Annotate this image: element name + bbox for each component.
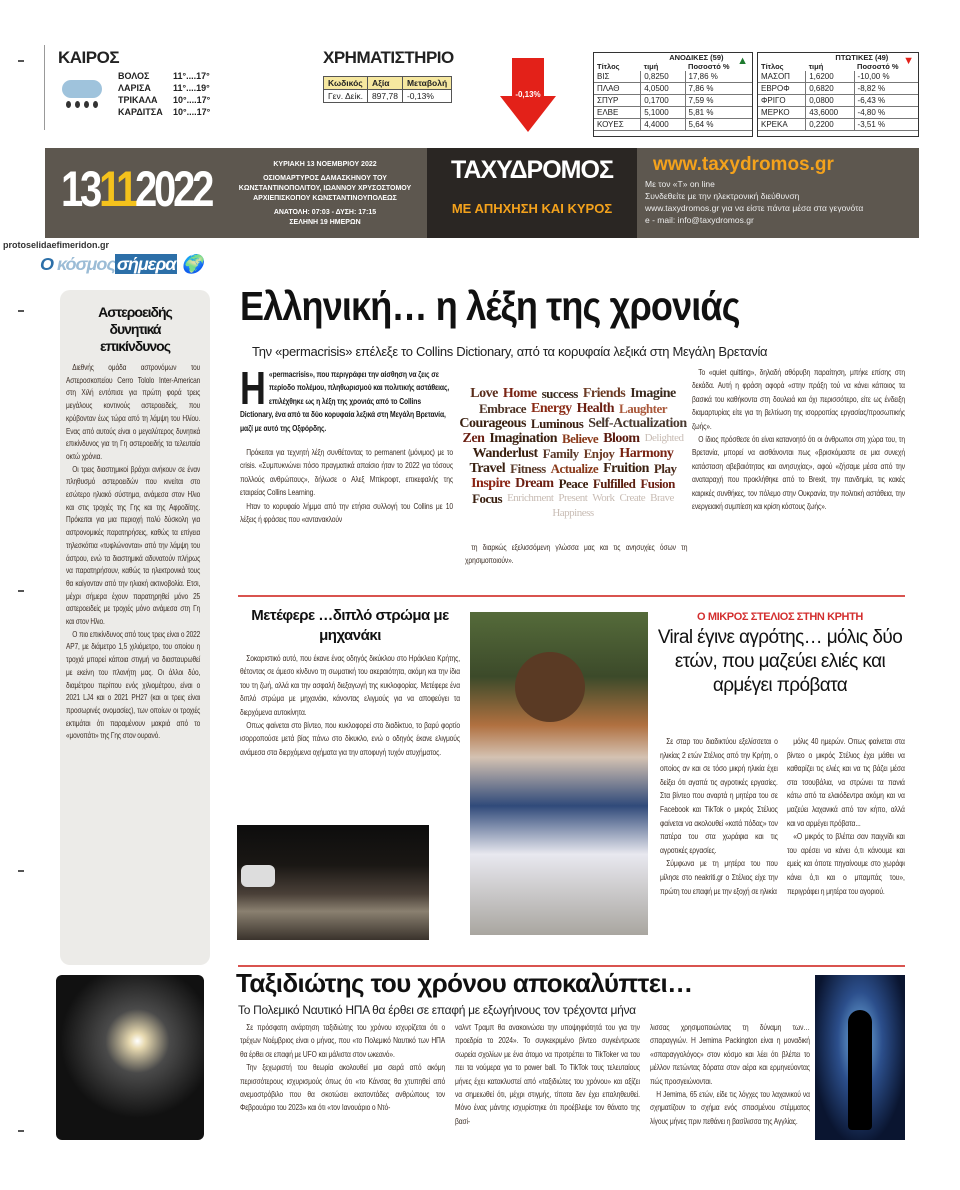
margin-mark: [18, 1130, 24, 1132]
losers-rows-1-2-text: -8,82 %: [854, 83, 918, 95]
gainers-headers-1-text: τιμή: [643, 62, 659, 71]
divider: [44, 45, 45, 130]
cloud-words-27-text: Dream: [515, 475, 554, 491]
saints-of-day: ΟΣΙΟΜΑΡΤΥΡΟΣ ΔΑΜΑΣΚΗΝΟΥ ΤΟΥ ΚΩΝΣΤΑΝΤΙΝΟΠΟΛΙΤΟΥ, ΙΩΑΝΝΟΥ ΧΡΥΣΟΣΤΟΜΟΥ ΑΡΧΙΕΠΙΣΚΟΠΟΥ ΚΩΝΣΤΑΝΤΙΝΟΥΠΟΛΕΩΣ: [238, 175, 412, 202]
losers-rows-2-0-text: ΦΡΙΓΟ: [758, 95, 806, 107]
weather-row: [118, 106, 258, 118]
layout-block: [758, 83, 918, 95]
margin-mark: [18, 870, 24, 872]
globe-icon: 🌍: [181, 254, 203, 274]
losers-rows-4-1-text: 0,2200: [806, 119, 854, 131]
cloud-words-33-text: Present: [558, 491, 588, 504]
cloud-words-32-text: Enrichment: [507, 491, 554, 504]
losers-rows-0-2-text: -10,00 %: [854, 71, 918, 83]
losers-rows-2-1-text: 0,0800: [806, 95, 854, 107]
cloud-words-36-text: Brave: [650, 491, 674, 504]
cloud-words-11-text: Self-Actualization: [588, 415, 687, 431]
weather-row: [118, 94, 258, 106]
rain-cloud-icon: [62, 80, 104, 110]
stelios-headline: Viral έγινε αγρότης… μόλις δύο ετών, που μαζεύει ελιές και αρμέγει πρόβατα: [657, 627, 903, 696]
cloud-words-23-text: Actualize: [550, 460, 599, 476]
layout-block: [594, 53, 752, 131]
layout-block: [324, 77, 452, 90]
margin-mark: [18, 60, 24, 62]
weather-cities-1-name-text: ΛΑΡΙΣΑ: [118, 83, 151, 93]
gainers-rows-3-0-text: ΕΛΒΕ: [594, 107, 641, 119]
mattress-paras-1-text: Οπως φαίνεται στο βίντεο, που κυκλοφορεί στο διαδίκτυο, το βαρύ φορτίο ισορροπούσε μετά βίας πάνω στο δίκυκλο, ενώ ο οδηγός έκανε ελιγμούς ανάμεσα στα διερχόμενα οχήματα για την αποφυγή τυχόν ατυχήματος.: [240, 720, 460, 757]
cloud-words-4-text: Imagine: [630, 385, 676, 401]
gainers-title-text: ΑΝΟΔΙΚΕΣ (59): [669, 53, 724, 62]
stelios-col2-1-text: «Ο μικρός το βλέπει σαν παιχνίδι και του αρέσει να κάνει ό,τι κάνουμε και εμείς και όποτε πηγαίνουμε στο χωράφι κάνει ό,τι και ο μπαμπάς του», περιγράφει η μητέρα του αγοριού.: [787, 831, 905, 896]
main-headline: Ελληνική… η λέξη της χρονιάς: [240, 283, 740, 329]
losers-rows-1-1-text: 0,6820: [806, 83, 854, 95]
gainers-rows-0-0-text: ΒΙΣ: [594, 71, 641, 83]
banner-l3-text: www.taxydromos.gr για να είστε πάντα μέσα στα γεγονότα: [645, 203, 864, 213]
index-table: [323, 76, 452, 103]
slogan: ΜΕ ΑΠΗΧΗΣΗ ΚΑΙ ΚΥΡΟΣ: [451, 201, 613, 216]
layout-block: [650, 1021, 810, 1128]
losers-rows-3-2-text: -4,80 %: [854, 107, 918, 119]
losers-rows-1-0-text: ΕΒΡΟΦ: [758, 83, 806, 95]
banner-date-day-text: 13: [61, 161, 100, 217]
layout-block: [594, 71, 752, 83]
gainers-rows-1-2-text: 7,86 %: [685, 83, 752, 95]
weather-cities-2-name-text: ΤΡΙΚΑΛΑ: [118, 95, 158, 105]
cloud-words-0-text: Love: [470, 385, 498, 401]
losers-table: [757, 52, 919, 137]
sidebar-headline: Αστεροειδής δυνητικά επικίνδυνος: [98, 304, 172, 354]
layout-block: [93, 101, 98, 108]
up-arrow-icon: ▲: [737, 55, 748, 67]
newspaper-logo: ΤΑΧΥΔΡΟΜΟΣ: [451, 156, 613, 184]
layout-block: [758, 71, 918, 83]
banner-online-text: Με τον «Τ» on line: [645, 179, 715, 189]
gainers-rows-2-1-text: 0,1700: [641, 95, 685, 107]
cloud-words-21-text: Travel: [469, 460, 506, 476]
losers-title-text: ΠΤΩΤΙΚΕΣ (49): [835, 53, 889, 62]
layout-block: [758, 119, 918, 131]
losers-headers-1-text: τιμή: [808, 62, 824, 71]
section-simera-text: σήμερα: [116, 254, 176, 274]
main-col3-0-text: Το «quiet quitting», δηλαδή αθόρυβη παραίτηση, μπήκε επίσης στη δεκάδα. Αυτή η φράση αφορά «στην πράξη τού να κάνει κάποιος τα βασικά του καθήκοντα στη δουλειά και όχι περισσότερο, είτε ως ένδειξη διαμαρτυρίας είτε για τη βελτίωση της ισορροπίας εργασίας/προσωπικής ζωής».: [692, 367, 905, 431]
email-link[interactable]: e - mail: info@taxydromos.gr: [645, 215, 754, 225]
cloud-words-20-text: Harmony: [619, 445, 674, 461]
main-lead-text: «permacrisis», που περιγράφει την αίσθηση να ζεις σε περίοδο πολέμου, πληθωρισμού και πολιτικής αστάθειας, επιλέχθηκε ως η λέξη της χρονιάς από το Collins Dictionary, ένα από τα δύο κορυφαία λεξικά στη Μεγάλη Βρετανία, μαζί με αυτό της Οξφόρδης.: [240, 369, 450, 433]
cloud-words-37-text: Happiness: [552, 506, 594, 519]
section-kosmos-text: κόσμος: [57, 254, 115, 274]
weather-cities-0-temp-text: 11°....17°: [173, 71, 210, 81]
layout-block: [324, 77, 452, 103]
losers-rows-4-0-text: ΚΡΕΚΑ: [758, 119, 806, 131]
cloud-words-17-text: Wanderlust: [472, 445, 538, 461]
side-paras-2-text: Ο πιο επικίνδυνος από τους τρεις είναι ο 2022 AP7, με διάμετρο 1,5 χιλιόμετρο, του οποίου η τροχιά μπορεί κάποια στιγμή να διασταυρωθεί με εκείνη του πλανήτη μας. Οι άλλοι δύο, διαμέτρου περίπου ενός χιλιομέτρου, είναι ο 2021 LJ4 και ο 2021 PH27 (και οι τρεις είναι προσωρινές ονομασίες), των οποίων οι τροχιές εκτιμάται ότι παραμένουν μακριά από το «μονοπάτι» της Γης στον ουρανό.: [66, 628, 201, 741]
cloud-words-3-text: Friends: [582, 385, 626, 401]
gainers-rows-1-0-text: ΠΛΑΘ: [594, 83, 641, 95]
section-logo: [40, 253, 203, 275]
losers-rows-0-0-text: ΜΑΣΟΠ: [758, 71, 806, 83]
cloud-words-30-text: Fusion: [640, 475, 675, 491]
stock-headers-2-text: Μεταβολή: [402, 77, 451, 90]
gainers-rows-2-2-text: 7,59 %: [685, 95, 752, 107]
cloud-words-29-text: Fulfilled: [592, 475, 636, 491]
layout-block: [455, 1021, 640, 1128]
layout-block: [758, 62, 918, 71]
layout-block: [240, 652, 460, 759]
losers-rows-3-0-text: ΜΕΡΚΟ: [758, 107, 806, 119]
cloud-words-26-text: Inspire: [471, 475, 511, 491]
gainers-rows-3-1-text: 5,1000: [641, 107, 685, 119]
layout-block: [645, 152, 863, 226]
layout-block: [225, 160, 425, 228]
layout-block: [62, 101, 104, 108]
layout-block: [655, 610, 905, 698]
weather-cities-3-name-text: ΚΑΡΔΙΤΣΑ: [118, 107, 163, 117]
gainers-headers-2-text: Ποσοστό %: [688, 62, 730, 71]
side-paras-1-text: Οι τρεις διαστημικοί βράχοι ανήκουν σε έναν πληθυσμό αστεροειδών που κινείται στο εσώτερο ηλιακό σύστημα, ανάμεσα στον Ηλιο και στις τροχιές της Γης και της Αφροδίτης. Πρόκειται για μια περιοχή πολύ δύσκολη για αστρονομικές παρατηρήσεις, καθώς τα επίγεια τηλεσκόπια «τυφλώνονται» από την λάμψη του άστρου, ενώ τα διαστημικά αδυνατούν πλήρως να παρατηρήσουν, καθώς τα ηλεκτρονικά τους θα καίγονταν από την ηλιακή ακτινοβολία. Ετσι, μέχρι σήμερα έχουν παρατηρηθεί μόνο 25 αστεροειδείς με τροχιές μόνο ανάμεσα στη Γη και στον Ηλιο.: [66, 463, 201, 627]
stock-headers-1-text: Αξία: [367, 77, 402, 90]
stock-widget: [323, 48, 454, 103]
layout-block: [427, 148, 637, 238]
layout-block: [594, 53, 641, 62]
weather-title: ΚΑΙΡΟΣ: [58, 48, 120, 67]
layout-block: [240, 362, 453, 435]
main-col3-1-text: Ο ίδιος πρόσθεσε ότι είναι κατανοητό ότι οι άνθρωποι στη χώρα του, τη Βρετανία, μπορεί να αισθάνονται πως «βρισκόμαστε σε μια συνεχή κατάσταση αβεβαιότητας και ανησυχίας», αφού «ζήσαμε μέσα από την αναταραχή που προκλήθηκε από το Brexit, την πανδημία, τις κακές καιρικές συνθήκες, τον πόλεμο στην Ουκρανία, την πολιτική αστάθεια, την ενεργειακή συμπίεση και κρίση κόστους ζωής».: [692, 434, 905, 512]
gainers-rows-3-2-text: 5,81 %: [685, 107, 752, 119]
margin-mark: [18, 590, 24, 592]
down-arrow-icon: [500, 58, 556, 133]
weather-cities-0-name-text: ΒΟΛΟΣ: [118, 71, 150, 81]
stock-arrow-label-text: -0,13%: [515, 90, 541, 99]
stelios-kicker: Ο ΜΙΚΡΟΣ ΣΤΕΛΙΟΣ ΣΤΗΝ ΚΡΗΤΗ: [697, 611, 863, 623]
layout-block: [241, 865, 275, 887]
asteroid-photo: [56, 975, 204, 1140]
section-o-text: Ο: [40, 254, 54, 274]
traveler-col1-0-text: Σε πρόσφατη ανάρτηση ταξιδιώτης του χρόνου ισχυρίζεται ότι ο τρέχων Νοέμβριος είναι ο μήνας, που «το Πολεμικό Ναυτικό των ΗΠΑ θα έρθει σε επαφή με UFO και μάλιστα στον ωκεανό».: [240, 1022, 446, 1059]
cloud-words-16-text: Delighted: [644, 431, 684, 444]
layout-block: [500, 96, 556, 132]
cloud-words-31-text: Focus: [472, 490, 503, 506]
layout-block: [324, 90, 452, 103]
layout-block: [62, 80, 102, 98]
traveler-col2-0-text: ναλντ Τραμπ θα ανακοινώσει την υποψηφιότητά του για την προεδρία το 2024». Το συγκεκριμένο βίντεο συγκέντρωσε σωρεία σχολίων με ένα άτομο να προτρέπει το TikToker να του πει τα νούμερα για το power ball. Το TikTok τους τελευταίους μήνες έχει κατακλυστεί από «ταξιδιώτες του χρόνου» και αξίζει να σημειωθεί ότι, μέχρι στιγμής, τίποτα δεν έχει επαληθευθεί. Μόνο ένας μάντης ισχυρίστηκε ότι προέβλεψε τον θάνατο της βασί-: [455, 1022, 640, 1126]
layout-block: [758, 53, 918, 131]
drop-cap: Η: [240, 362, 266, 414]
stock-row-1-text: 897,78: [367, 90, 402, 103]
main-col2-text: τη διαρκώς εξελισσόμενη γλώσσα μας και τις ανησυχίες όσων τη χρησιμοποιούν».: [465, 542, 688, 566]
main-col1-1-text: Ηταν το κορυφαίο λήμμα από την ετήσια συλλογή του Collins με 10 λέξεις ή φράσεις που «αντανακλούν: [240, 500, 453, 525]
gainers-rows-0-1-text: 0,8250: [641, 71, 685, 83]
traveler-col3-1-text: Η Jemima, 65 ετών, είδε τις λόγχες του λαχανικού να σχηματίζουν το σχήμα ενός σπασμένου στέμματος λίγους μήνες πριν πεθάνει η βασίλισσα της Αγγλίας.: [650, 1089, 810, 1126]
losers-rows-3-1-text: 43,6000: [806, 107, 854, 119]
cloud-words-10-text: Luminous: [530, 415, 584, 431]
cloud-words-35-text: Create: [619, 491, 646, 504]
stock-row-2-text: -0,13%: [402, 90, 451, 103]
losers-headers-0-text: Τίτλος: [761, 62, 784, 71]
layout-block: [758, 53, 918, 131]
layout-block: [758, 53, 806, 62]
banner-l2-text: Συνδεθείτε με την ηλεκτρονική διεύθυνση: [645, 191, 800, 201]
margin-mark: [18, 310, 24, 312]
stock-headers-0-text: Κωδικός: [324, 77, 368, 90]
layout-block: [758, 53, 918, 62]
cloud-words-14-text: Believe: [561, 430, 599, 446]
layout-block: [660, 735, 778, 898]
layout-block: [465, 541, 687, 568]
banner-date-month-text: 11: [99, 161, 135, 217]
date-line: ΚΥΡΙΑΚΗ 13 ΝΟΕΜΒΡΙΟΥ 2022: [273, 161, 377, 168]
layout-block: [594, 119, 752, 131]
layout-block: [118, 70, 258, 118]
losers-headers-2-text: Ποσοστό %: [857, 62, 899, 71]
word-cloud-image: [457, 370, 689, 536]
gainers-rows-0-2-text: 17,86 %: [685, 71, 752, 83]
sidebar-article: [60, 290, 210, 965]
child-farmer-photo: [470, 612, 648, 935]
weather-cities-1-temp-text: 11°....19°: [173, 83, 210, 93]
cloud-words-19-text: Enjoy: [583, 445, 615, 461]
cloud-words-1-text: Home: [502, 385, 537, 401]
gainers-rows-4-2-text: 5,64 %: [685, 119, 752, 131]
main-subtitle: Την «permacrisis» επέλεξε το Collins Dictionary, από τα κορυφαία λεξικά στη Μεγάλη Βρετανία: [252, 344, 768, 359]
site-url[interactable]: www.taxydromos.gr: [653, 154, 834, 175]
cloud-words-18-text: Family: [542, 445, 579, 461]
cloud-words-7-text: Health: [576, 400, 615, 416]
stock-title: ΧΡΗΜΑΤΙΣΤΗΡΙΟ: [323, 48, 454, 67]
losers-rows-4-2-text: -3,51 %: [854, 119, 918, 131]
weather-row: [118, 82, 258, 94]
motorcycle-mattress-photo: [237, 825, 429, 940]
stock-row-0-text: Γεν. Δείκ.: [324, 90, 368, 103]
layout-block: [594, 107, 752, 119]
layout-block: [594, 83, 752, 95]
cloud-words-15-text: Bloom: [603, 430, 640, 446]
weather-cities-2-temp-text: 10°....17°: [173, 95, 211, 105]
traveler-col3-0-text: λισσας χρησιμοποιώντας τη δύναμη των… σπαραγγιών. Η Jemima Packington είναι η μοναδική «σπαραγγολόγος» στον κόσμο και λέει ότι βλέπει το μέλλον πετώντας δόρατα στον αέρα και ερμηνεύοντας πώς προσγειώνονται.: [650, 1022, 810, 1086]
mattress-headline: Μετέφερε …διπλό στρώμα με μηχανάκι: [251, 607, 449, 644]
layout-block: [240, 1021, 445, 1115]
gainers-rows-4-0-text: ΚΟΥΕΣ: [594, 119, 641, 131]
layout-block: [758, 95, 918, 107]
down-arrow-icon: ▼: [903, 55, 914, 67]
cloud-words-5-text: Embrace: [478, 400, 527, 416]
cloud-words-28-text: Peace: [558, 475, 588, 491]
layout-block: [758, 107, 918, 119]
cloud-words-2-text: success: [541, 385, 578, 401]
traveler-col1-1-text: Την ξεχωριστή του θεωρία ακολουθεί μια σειρά από ακόμη περισσότερους ισχυρισμούς όπως ότι «το Κάνσας θα χτυπηθεί από ανεμοστρόβιλο που θα σκοτώσει εκατοντάδες ανθρώπους τον Φεβρουάριο του 2023» και ότι «τον Ιανουάριο ο Ντό-: [240, 1062, 446, 1113]
masthead-banner: [45, 148, 919, 238]
main-col1-0-text: Πρόκειται για τεχνητή λέξη συνθέτοντας το permanent (μόνιμος) με το crisis. «Συμπυκνώνει πόσο πραγματικά απαίσιο ήταν το 2022 για τόσους πολλούς ανθρώπους», δήλωσε ο Αλεξ Μπίκροφτ, επικεφαλής της εταιρείας Collins Learning.: [240, 447, 453, 498]
stelios-col1-0-text: Σε σταρ του διαδικτύου εξελίσσεται ο ηλικίας 2 ετών Στέλιος από την Κρήτη, ο οποίος αν και σε τόσο μικρή ηλικία έχει δείξει ότι αγαπά τις αγροτικές εργασίες. Στα βίντεο που αναρτά η μητέρα του σε Facebook και TikTok ο μικρός Στέλιος φαίνεται να ακολουθεί «κατά πόδας» τον πατέρα του στα χωράφια και τις αγροτικές εργασίες.: [660, 736, 778, 855]
banner-date-year-text: 2022: [134, 161, 212, 217]
watermark: protoselidaefimeridon.gr: [3, 240, 110, 250]
sunrise-sunset: ΑΝΑΤΟΛΗ: 07:03 - ΔΥΣΗ: 17:15: [273, 209, 377, 216]
weather-widget: [58, 48, 211, 117]
cloud-words-12-text: Zen: [462, 430, 485, 446]
layout-block: [594, 53, 752, 131]
gainers-table: [593, 52, 753, 137]
layout-block: [66, 361, 200, 742]
cloud-words-9-text: Courageous: [459, 415, 526, 431]
losers-rows-0-1-text: 1,6200: [806, 71, 854, 83]
cloud-words-34-text: Work: [592, 491, 615, 504]
layout-block: [594, 95, 752, 107]
gainers-headers-0-text: Τίτλος: [597, 62, 620, 71]
mattress-paras-0-text: Σοκαριστικό αυτό, που έκανε ένας οδηγός δικύκλου στο Ηράκλειο Κρήτης, θέτοντας σε άμεσο κίνδυνο τη σωματική του ακεραιότητα, ακόμη και την ίδια του τη ζωή, αλλά και την ασφαλή διεξαγωγή της κυκλοφορίας. Μετέφερε ένα διπλό στρώμα με μηχανάκι, κάνοντας ελιγμούς για να αποφεύγει τα διερχόμενα αυτοκίνητα.: [240, 653, 460, 717]
losers-rows-2-2-text: -6,43 %: [854, 95, 918, 107]
section-divider: [238, 965, 905, 967]
layout-block: [787, 735, 905, 898]
layout-block: [75, 101, 80, 108]
layout-block: [515, 652, 585, 722]
side-paras-0-text: Διεθνής ομάδα αστρονόμων του Αστεροσκοπείου Cerro Tololo Inter-American στη Χιλή εντόπισε για πρώτη φορά τρεις μεγάλους κοντινούς αστεροειδείς, που κρύβονταν έως τώρα από τη λάμψη του Ηλίου. Ενας από αυτούς είναι ο μεγαλύτερος δυνητικά επικίνδυνος για τη Γη αστεροειδής τα τελευταία οκτώ χρόνια.: [66, 362, 201, 461]
banner-date: [61, 160, 211, 218]
layout-block: [240, 606, 460, 759]
cloud-words-13-text: Imagination: [489, 430, 557, 446]
moon-phase: ΣΕΛΗΝΗ 19 ΗΜΕΡΩΝ: [289, 219, 361, 226]
cloud-words-8-text: Laughter: [619, 400, 668, 416]
layout-block: [594, 53, 752, 62]
weather-row: [118, 70, 258, 82]
stelios-col2-0-text: μόλις 40 ημερών. Οπως φαίνεται στα βίντεο ο μικρός Στέλιος έχει μάθει να καθαρίζει τις ελιές και να τις βάζει μέσα στα τσουβάλια, να στρώνει τα πανιά κάτω από τα ελαιόδεντρα ακόμη και να μαζεύει λαχανικά από τον κήπο, αλλά και να αρμέγει πρόβατα...: [787, 736, 905, 828]
section-divider: [238, 595, 905, 597]
layout-block: [848, 1010, 872, 1130]
traveler-subtitle: Το Πολεμικό Ναυτικό ΗΠΑ θα έρθει σε επαφή με εξωγήινους τον τρέχοντα μήνα: [238, 1003, 636, 1017]
layout-block: [240, 362, 453, 526]
layout-block: [66, 101, 71, 108]
time-traveler-photo: [815, 975, 905, 1140]
layout-block: [692, 366, 905, 513]
gainers-rows-2-0-text: ΣΠΥΡ: [594, 95, 641, 107]
traveler-headline: Ταξιδιώτης του χρόνου αποκαλύπτει…: [236, 968, 693, 998]
cloud-words-24-text: Fruition: [603, 460, 649, 476]
stelios-col1-1-text: Σύμφωνα με τη μητέρα του που μίλησε στο neakriti.gr ο Στέλιος είχε την πρώτη του επαφή με την εξοχή σε ηλικία: [660, 858, 778, 896]
gainers-rows-4-1-text: 4,4000: [641, 119, 685, 131]
layout-block: [594, 62, 752, 71]
cloud-words-25-text: Play: [653, 460, 677, 476]
layout-block: [84, 101, 89, 108]
cloud-words-6-text: Energy: [531, 400, 572, 416]
gainers-rows-1-1-text: 4,0500: [641, 83, 685, 95]
weather-cities-3-temp-text: 10°....17°: [173, 107, 211, 117]
cloud-words-22-text: Fitness: [510, 460, 546, 476]
